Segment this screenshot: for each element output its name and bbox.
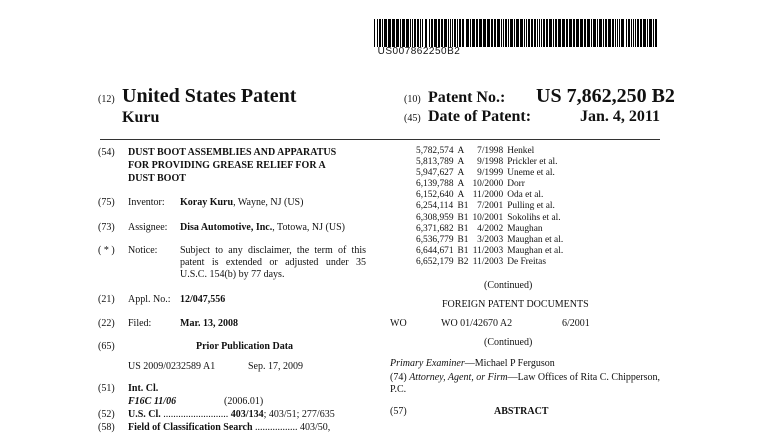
attorney-text: —Law Offices of Rita C. Chipperson, P.C. <box>390 372 661 395</box>
ref-number: 6,644,671 <box>416 245 454 256</box>
field-search-value: 403/50, <box>300 422 331 433</box>
invention-title-line-3: DUST BOOT <box>128 173 186 184</box>
ref-number: 6,652,179 <box>416 256 454 267</box>
foreign-doc-number: WO 01/42670 A2 <box>441 318 513 329</box>
foreign-doc-date: 6/2001 <box>562 318 590 329</box>
barcode <box>374 19 660 47</box>
barcode-bar <box>510 19 513 47</box>
barcode-bar <box>537 19 538 47</box>
reference-row <box>414 157 565 168</box>
reference-row <box>414 246 565 257</box>
reference-row <box>414 224 565 235</box>
barcode-number: US007862250B2 <box>377 46 461 57</box>
reference-row <box>414 168 565 179</box>
patent-no-label: Patent No.: <box>428 89 506 106</box>
ref-inventor: Maughan <box>507 223 543 234</box>
barcode-bar <box>412 19 413 47</box>
code-52: (52) <box>98 409 115 420</box>
ref-inventor: Dorr <box>507 179 525 190</box>
ref-number: 6,139,788 <box>416 179 454 190</box>
prior-pub-number: US 2009/0232589 A1 <box>128 361 216 372</box>
barcode-bar <box>566 19 568 47</box>
barcode-bar <box>549 19 552 47</box>
prior-pub-heading: Prior Publication Data <box>196 341 294 352</box>
ref-kind: A <box>457 146 465 156</box>
barcode-bar <box>476 19 478 47</box>
barcode-bar <box>457 19 458 47</box>
barcode-bar <box>653 19 654 47</box>
inventor-label: Inventor: <box>128 197 165 208</box>
code-75: (75) <box>98 197 115 208</box>
us-cl-main: 403/134 <box>230 409 264 420</box>
appl-no-label: Appl. No.: <box>128 294 171 305</box>
barcode-bar <box>396 19 399 47</box>
barcode-bar <box>379 19 381 47</box>
barcode-bar <box>508 19 509 47</box>
barcode-bar <box>526 19 527 47</box>
reference-row <box>414 201 565 212</box>
attorney-label: Attorney, Agent, or Firm <box>409 372 508 383</box>
date-of-patent: Jan. 4, 2011 <box>579 108 660 125</box>
barcode-bar <box>546 19 548 47</box>
code-21: (21) <box>98 294 115 305</box>
barcode-bar <box>374 19 375 47</box>
ref-number: 6,308,959 <box>416 212 454 223</box>
ref-date: 9/1998 <box>477 157 504 168</box>
barcode-bar <box>612 19 614 47</box>
barcode-bar <box>501 19 502 47</box>
attorney-code: (74) <box>390 372 407 383</box>
ref-date: 3/2003 <box>477 234 504 245</box>
ref-date: 10/2001 <box>472 212 504 223</box>
barcode-bar <box>425 19 427 47</box>
barcode-bar <box>543 19 545 47</box>
assignee-value <box>180 222 345 233</box>
notice-label: Notice: <box>128 245 158 256</box>
barcode-bar <box>655 19 657 47</box>
barcode-bar <box>637 19 639 47</box>
barcode-bar <box>617 19 618 47</box>
barcode-bar <box>558 19 561 47</box>
abstract-heading: ABSTRACT <box>494 406 549 417</box>
barcode-bar <box>514 19 515 47</box>
inventor-name: Koray Kuru <box>180 197 234 208</box>
barcode-bar <box>528 19 530 47</box>
barcode-bar <box>584 19 586 47</box>
notice-text: Subject to any disclaimer, the term of this patent is extended or adjusted under 35 U.S.C. 154(b) by 77 days. <box>180 245 366 280</box>
barcode-bar <box>410 19 411 47</box>
barcode-bar <box>605 19 607 47</box>
barcode-bar <box>524 19 525 47</box>
primary-examiner <box>390 358 555 369</box>
barcode-bar <box>531 19 533 47</box>
ref-inventor: De Freitas <box>507 256 546 267</box>
barcode-bar <box>649 19 652 47</box>
barcode-bar <box>628 19 630 47</box>
ref-kind: B1 <box>457 201 469 212</box>
code-12: (12) <box>98 94 115 105</box>
code-73: (73) <box>98 222 115 233</box>
code-45: (45) <box>404 113 421 124</box>
ref-date: 7/2001 <box>477 201 504 212</box>
ref-date: 11/2003 <box>472 256 504 267</box>
code-notice: ( * ) <box>98 245 115 256</box>
ref-number: 6,254,114 <box>416 201 454 212</box>
barcode-bar <box>643 19 646 47</box>
int-cl-class: F16C 11/06 <box>128 396 177 407</box>
ref-number: 6,371,682 <box>416 223 454 234</box>
filed-date: Mar. 13, 2008 <box>180 318 238 329</box>
code-54: (54) <box>98 147 115 158</box>
barcode-bar <box>503 19 504 47</box>
barcode-bar <box>619 19 620 47</box>
ref-inventor: Henkel <box>507 146 535 156</box>
ref-number: 6,536,779 <box>416 234 454 245</box>
barcode-bar <box>472 19 475 47</box>
ref-date: 11/2003 <box>472 245 504 256</box>
header-divider <box>100 139 660 140</box>
barcode-bar <box>487 19 490 47</box>
foreign-country: WO <box>390 318 407 329</box>
assignee-location: , Totowa, NJ (US) <box>272 222 345 233</box>
barcode-bar <box>555 19 557 47</box>
barcode-bar <box>462 19 464 47</box>
barcode-bar <box>534 19 536 47</box>
field-search-label: Field of Classification Search <box>128 422 253 433</box>
ref-inventor: Sokolihs et al. <box>507 212 561 223</box>
us-cl-dots: .......................... <box>163 409 229 420</box>
int-cl-label: Int. Cl. <box>128 383 159 394</box>
barcode-bar <box>444 19 447 47</box>
attorney-block <box>390 372 660 396</box>
continued-2: (Continued) <box>484 337 533 348</box>
barcode-bar <box>459 19 461 47</box>
barcode-bar <box>633 19 634 47</box>
barcode-bar <box>626 19 627 47</box>
barcode-bar <box>420 19 421 47</box>
barcode-bar <box>450 19 451 47</box>
barcode-bar <box>635 19 636 47</box>
barcode-bar <box>406 19 409 47</box>
patent-heading: United States Patent <box>122 85 297 107</box>
ref-kind: B1 <box>457 234 469 245</box>
barcode-bar <box>417 19 419 47</box>
barcode-bar <box>580 19 583 47</box>
code-22: (22) <box>98 318 115 329</box>
ref-kind: B1 <box>457 245 469 256</box>
code-65: (65) <box>98 341 115 352</box>
reference-row <box>414 190 565 201</box>
reference-row <box>414 179 565 190</box>
reference-row <box>414 257 565 268</box>
int-cl-year: (2006.01) <box>224 396 264 407</box>
barcode-bar <box>553 19 554 47</box>
barcode-bar <box>562 19 565 47</box>
barcode-bar <box>593 19 596 47</box>
inventor-value <box>180 197 303 208</box>
prior-pub-date: Sep. 17, 2009 <box>248 361 303 372</box>
barcode-bar <box>402 19 405 47</box>
field-search-row <box>128 422 330 433</box>
barcode-bar <box>541 19 542 47</box>
barcode-bar <box>448 19 449 47</box>
barcode-bar <box>539 19 540 47</box>
barcode-bar <box>491 19 493 47</box>
barcode-bar <box>377 19 378 47</box>
barcode-bar <box>516 19 519 47</box>
ref-kind: A <box>457 157 465 168</box>
ref-date: 11/2000 <box>472 190 504 201</box>
barcode-bar <box>422 19 423 47</box>
ref-number: 5,813,789 <box>416 157 454 168</box>
ref-date: 4/2002 <box>477 223 504 234</box>
ref-inventor: Pulling et al. <box>507 201 555 212</box>
us-cl-label: U.S. Cl. <box>128 409 161 420</box>
code-10: (10) <box>404 94 421 105</box>
ref-inventor: Uneme et al. <box>507 168 555 179</box>
continued-1: (Continued) <box>484 280 533 291</box>
barcode-bar <box>441 19 443 47</box>
barcode-bar <box>479 19 482 47</box>
appl-no: 12/047,556 <box>180 294 226 305</box>
barcode-bar <box>608 19 611 47</box>
ref-date: 10/2000 <box>472 179 504 190</box>
barcode-bar <box>494 19 496 47</box>
barcode-bar <box>438 19 440 47</box>
ref-inventor: Maughan et al. <box>507 245 564 256</box>
inventor-location: , Wayne, NJ (US) <box>233 197 304 208</box>
barcode-bar <box>520 19 523 47</box>
inventor-surname: Kuru <box>122 109 160 126</box>
field-search-dots: ................. <box>255 422 298 433</box>
barcode-bar <box>591 19 592 47</box>
ref-kind: A <box>457 168 465 179</box>
ref-kind: A <box>457 179 465 190</box>
foreign-docs-heading: FOREIGN PATENT DOCUMENTS <box>442 299 589 310</box>
ref-kind: B1 <box>457 223 469 234</box>
ref-inventor: Oda et al. <box>507 190 544 201</box>
barcode-bar <box>640 19 642 47</box>
ref-kind: B1 <box>457 212 469 223</box>
ref-number: 6,152,640 <box>416 190 454 201</box>
ref-number: 5,782,574 <box>416 146 454 156</box>
code-58: (58) <box>98 422 115 433</box>
barcode-bar <box>483 19 486 47</box>
barcode-bar <box>576 19 579 47</box>
barcode-bar <box>452 19 453 47</box>
us-references-table <box>414 146 565 268</box>
barcode-bar <box>587 19 590 47</box>
barcode-bar <box>615 19 616 47</box>
invention-title-line-1: DUST BOOT ASSEMBLIES AND APPARATUS <box>128 147 337 158</box>
barcode-bar <box>384 19 387 47</box>
barcode-bar <box>470 19 471 47</box>
barcode-bar <box>569 19 572 47</box>
barcode-bar <box>631 19 632 47</box>
barcode-bar <box>599 19 602 47</box>
filed-label: Filed: <box>128 318 152 329</box>
ref-inventor: Prickler et al. <box>507 157 558 168</box>
barcode-bar <box>434 19 437 47</box>
reference-row <box>414 213 565 224</box>
barcode-bar <box>647 19 648 47</box>
ref-kind: A <box>457 190 465 201</box>
assignee-label: Assignee: <box>128 222 168 233</box>
us-cl-rest: ; 403/51; 277/635 <box>263 409 335 420</box>
barcode-bar <box>382 19 383 47</box>
ref-date: 9/1999 <box>477 168 504 179</box>
invention-title-line-2: FOR PROVIDING GREASE RELIEF FOR A <box>128 160 326 171</box>
examiner-label: Primary Examiner <box>390 358 465 369</box>
ref-inventor: Maughan et al. <box>507 234 564 245</box>
ref-date: 7/1998 <box>477 146 504 156</box>
date-of-patent-label: Date of Patent: <box>428 108 532 125</box>
barcode-bar <box>497 19 500 47</box>
examiner-name: —Michael P Ferguson <box>464 358 555 369</box>
barcode-bar <box>466 19 469 47</box>
barcode-bar <box>505 19 507 47</box>
barcode-bar <box>431 19 433 47</box>
barcode-bar <box>603 19 604 47</box>
assignee-name: Disa Automotive, Inc. <box>180 222 273 233</box>
us-cl-row <box>128 409 335 420</box>
reference-row <box>414 146 565 157</box>
reference-row <box>414 235 565 246</box>
ref-number: 5,947,627 <box>416 168 454 179</box>
barcode-bar <box>392 19 395 47</box>
barcode-bar <box>454 19 456 47</box>
barcode-bar <box>429 19 430 47</box>
barcode-bar <box>597 19 598 47</box>
patent-number: US 7,862,250 B2 <box>536 85 675 107</box>
ref-kind: B2 <box>457 256 469 267</box>
barcode-bar <box>388 19 391 47</box>
barcode-bar <box>414 19 416 47</box>
code-57: (57) <box>390 406 407 417</box>
barcode-bar <box>400 19 401 47</box>
barcode-bar <box>573 19 575 47</box>
barcode-bar <box>621 19 624 47</box>
code-51: (51) <box>98 383 115 394</box>
